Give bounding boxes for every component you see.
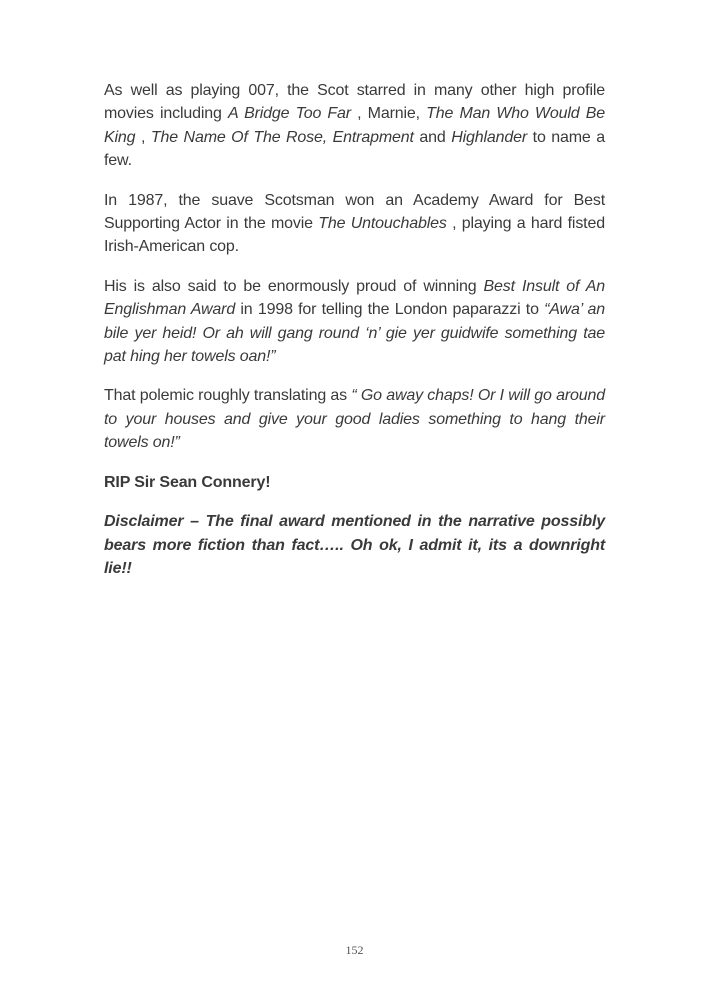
paragraph-other-movies	[104, 79, 605, 173]
paragraph-insult-award	[104, 275, 605, 369]
text-run: That polemic roughly translating as	[104, 387, 352, 405]
text-run: Best Insult of An Englishman Award	[104, 277, 605, 319]
paragraph-disclaimer	[104, 510, 605, 580]
page-number: 152	[345, 943, 364, 957]
paragraph-rip	[104, 471, 605, 494]
text-run: His is also said to be enormously proud of winning	[104, 277, 484, 295]
text-run: Highlander	[451, 128, 528, 146]
paragraph-academy-award	[104, 189, 605, 259]
text-run: “ Go away chaps! Or I will go around to your houses and give your good ladies something to hang their towels on!”	[104, 387, 605, 452]
page-body	[104, 79, 605, 596]
text-run: “Awa’ an bile yer heid! Or ah will gang round ‘n’ gie yer guidwife something tae pat hing her towels oan!”	[104, 301, 605, 366]
text-run: , playing a hard fisted Irish-American cop.	[104, 215, 605, 256]
text-run: The Untouchables	[318, 215, 447, 233]
text-run: As well as playing 007, the Scot starred in many other high profile movies including	[104, 82, 605, 123]
text-run: to name a few.	[104, 128, 605, 170]
text-run: In 1987, the suave Scotsman won an Academy Award for Best Supporting Actor in the movie	[104, 191, 605, 233]
text-run: ,	[135, 128, 151, 146]
text-run: A Bridge Too Far	[227, 105, 351, 123]
text-run: in 1998 for telling the London paparazzi to	[235, 301, 545, 319]
text-run: and	[413, 128, 452, 146]
text-run: Disclaimer – The final award mentioned in the narrative possibly bears more fiction than fact….. Oh ok, I admit it, its a downright lie!!	[104, 513, 605, 577]
text-run: RIP Sir Sean Connery!	[104, 473, 271, 491]
text-run-wrapper	[104, 513, 605, 577]
text-run: The Man Who Would Be King	[104, 105, 605, 146]
paragraph-translation	[104, 384, 605, 454]
text-run: The Name Of The Rose, Entrapment	[150, 128, 414, 146]
text-run: , Marnie,	[350, 105, 427, 123]
